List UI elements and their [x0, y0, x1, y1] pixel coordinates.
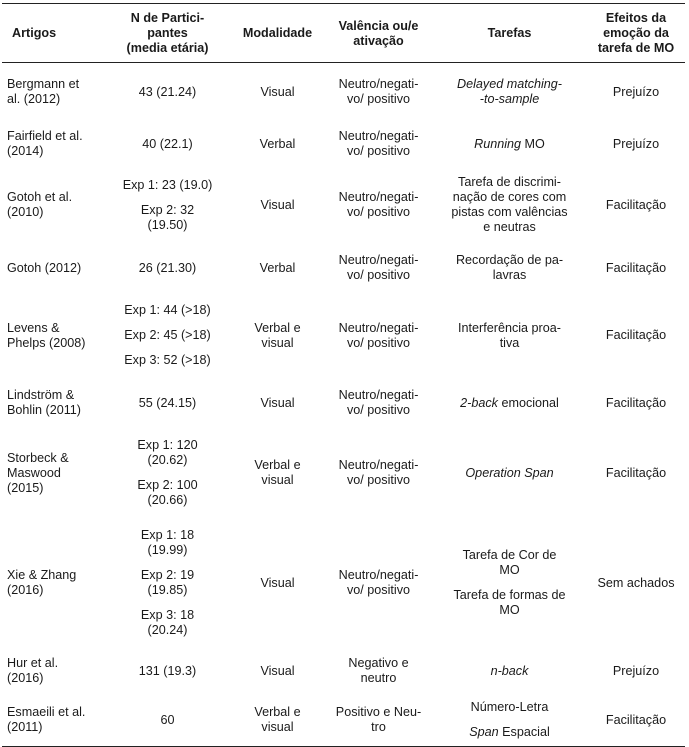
tarefa-line-2: lavras [492, 268, 527, 282]
cell-modalidade [230, 121, 325, 167]
modalidade-line-1: Visual [260, 197, 295, 212]
tarefa-line-1: Operation Span [465, 465, 554, 480]
modalidade-line-1: Verbal e [254, 320, 301, 335]
header-n-line-2: pantes [147, 26, 188, 40]
participantes-line-1: 43 (21.24) [138, 84, 197, 99]
cell-participantes [105, 648, 230, 694]
valencia-line-2: neutro [360, 671, 397, 685]
cell-participantes [105, 428, 230, 518]
studies-table [2, 3, 685, 747]
cell-tarefa [432, 378, 587, 428]
tarefa-rest: emocional [497, 395, 559, 410]
experiment-2-line-2: (19.50) [147, 217, 188, 232]
cell-modalidade [230, 428, 325, 518]
cell-tarefa [432, 428, 587, 518]
cell-artigo [2, 121, 105, 167]
table-row [2, 167, 685, 243]
experiment-2 [141, 568, 194, 598]
artigo-line-2: (2010) [7, 205, 44, 219]
cell-artigo [2, 63, 105, 122]
table-row [2, 243, 685, 293]
cell-efeito: Facilitação [605, 395, 667, 410]
tarefa-group-1 [463, 548, 557, 578]
cell-artigo [2, 694, 105, 747]
header-tarefas-label: Tarefas [487, 26, 532, 40]
table-body [2, 63, 685, 747]
artigo-line-1: Xie & Zhang [7, 568, 77, 582]
tarefa-groups [434, 700, 585, 740]
participantes-line-1: 55 (24.15) [138, 395, 197, 410]
tarefa-italic: Running [474, 136, 522, 151]
header-val-line-2: ativação [353, 33, 404, 48]
experiment-1-line-1: Exp 1: 23 (19.0) [122, 177, 213, 192]
valencia-line-2: vo/ positivo [347, 144, 410, 158]
artigo-line-1: Lindström & [7, 388, 75, 402]
cell-tarefa [432, 518, 587, 648]
experiments-list [107, 528, 228, 638]
cell-efeito: Prejuízo [612, 84, 660, 99]
artigo-line-1: Fairfield et al. [7, 129, 83, 143]
experiments-list [107, 303, 228, 368]
valencia-line-1: Neutro/negati- [338, 129, 419, 143]
tarefa-rest: MO [521, 136, 545, 151]
cell-participantes [105, 518, 230, 648]
tarefa-line-1: n-back [490, 663, 529, 678]
participantes-line-1: 40 (22.1) [142, 136, 193, 151]
cell-artigo [2, 428, 105, 518]
valencia-line-1: Neutro/negati- [338, 568, 419, 582]
valencia-line-2: vo/ positivo [347, 205, 410, 219]
tarefa-group-2 [469, 725, 550, 740]
cell-valencia [325, 694, 432, 747]
valencia-line-1: Negativo e [348, 656, 409, 670]
artigo-line-1: Gotoh (2012) [7, 260, 82, 275]
tarefa-group-1: Número-Letra [470, 700, 549, 714]
experiment-2 [124, 328, 210, 343]
experiment-2-line-1: Exp 2: 100 [137, 478, 198, 492]
header-ef-line-2: emoção da [603, 26, 669, 40]
cell-artigo [2, 167, 105, 243]
header-n-line-3: (media etária) [126, 41, 209, 55]
cell-tarefa [432, 167, 587, 243]
cell-valencia [325, 518, 432, 648]
cell-participantes [105, 167, 230, 243]
experiment-3-line-1: Exp 3: 52 (>18) [124, 353, 211, 367]
artigo-line-2: Bohlin (2011) [7, 403, 81, 417]
cell-participantes [105, 694, 230, 747]
experiment-3-line-1: Exp 3: 18 [140, 608, 195, 622]
tarefa-line-1: Recordação de pa- [455, 253, 564, 267]
valencia-line-2: vo/ positivo [347, 583, 410, 597]
cell-efeito: Facilitação [605, 197, 667, 212]
artigo-line-1: Storbeck & [7, 450, 69, 465]
artigo-line-1: Gotoh et al. [7, 190, 73, 204]
valencia-line-2: tro [371, 720, 386, 734]
modalidade-line-1: Visual [260, 84, 295, 99]
cell-modalidade [230, 518, 325, 648]
modalidade-line-1: Visual [260, 663, 295, 678]
tarefa-group-1-line-2: MO [499, 563, 520, 577]
artigo-line-2: (2014) [7, 144, 44, 158]
cell-valencia [325, 648, 432, 694]
artigo-line-2: Phelps (2008) [7, 335, 86, 350]
cell-valencia [325, 63, 432, 122]
valencia-line-2: vo/ positivo [347, 335, 410, 350]
artigo-line-1: Hur et al. [7, 656, 59, 670]
experiment-1-line-1: Exp 1: 120 [137, 438, 198, 452]
tarefa-line-2: nação de cores com [452, 190, 567, 204]
table-row [2, 293, 685, 378]
header-row [2, 4, 685, 63]
tarefa-line-1: Interferência proa- [458, 320, 561, 335]
tarefa-line-1: Tarefa de discrimi- [458, 175, 561, 189]
cell-valencia [325, 428, 432, 518]
experiment-2 [141, 203, 194, 233]
tarefa-group-2-line-2: MO [499, 603, 520, 617]
tarefa-group-2 [453, 588, 565, 618]
participantes-line-1: 60 [160, 712, 175, 727]
valencia-line-1: Positivo e Neu- [335, 705, 422, 719]
table-row [2, 378, 685, 428]
header-valencia [325, 4, 432, 63]
experiment-2-line-2: (19.85) [147, 583, 188, 597]
cell-valencia [325, 378, 432, 428]
cell-modalidade [230, 167, 325, 243]
cell-valencia [325, 293, 432, 378]
experiment-3-line-2: (20.24) [147, 623, 188, 637]
tarefa-italic: 2-back [460, 395, 498, 410]
modalidade-line-1: Verbal [259, 136, 296, 151]
header-efeitos [587, 4, 685, 63]
tarefa-line [434, 396, 585, 411]
valencia-line-1: Neutro/negati- [338, 77, 419, 91]
cell-efeito: Sem achados [597, 575, 675, 590]
valencia-line-1: Neutro/negati- [338, 190, 419, 204]
cell-valencia [325, 167, 432, 243]
header-tarefas [432, 4, 587, 63]
participantes-line-1: 131 (19.3) [138, 663, 197, 678]
experiment-2-line-2: (20.66) [147, 493, 188, 507]
experiment-3 [124, 353, 210, 368]
experiment-1-line-2: (19.99) [147, 543, 188, 557]
header-val-line-1: Valência ou/e [338, 18, 419, 33]
artigo-line-3: (2015) [7, 480, 44, 495]
cell-efeito: Facilitação [605, 260, 667, 275]
experiment-2 [137, 478, 197, 508]
valencia-line-2: vo/ positivo [347, 473, 410, 487]
tarefa-group-1-line-1: Tarefa de Cor de [462, 548, 557, 562]
header-artigos [2, 4, 105, 63]
artigo-line-2: Maswood [7, 465, 61, 480]
valencia-line-2: vo/ positivo [347, 268, 410, 282]
experiments-list [107, 438, 228, 508]
table-row [2, 121, 685, 167]
header-modalidade-label: Modalidade [242, 26, 313, 40]
modalidade-line-2: visual [261, 720, 294, 734]
header-ef-line-3: tarefa de MO [597, 41, 675, 55]
tarefa-groups [434, 548, 585, 618]
artigo-line-2: al. (2012) [7, 92, 61, 106]
cell-efeito: Facilitação [605, 712, 667, 727]
artigo-line-2: (2016) [7, 671, 44, 685]
cell-participantes [105, 378, 230, 428]
experiment-2-line-1: Exp 2: 45 (>18) [124, 328, 211, 342]
valencia-line-1: Neutro/negati- [338, 253, 419, 267]
valencia-line-1: Neutro/negati- [338, 458, 419, 472]
cell-modalidade [230, 378, 325, 428]
participantes-line-1: 26 (21.30) [138, 260, 197, 275]
experiment-1 [123, 178, 213, 193]
artigo-line-1: Bergmann et [7, 77, 80, 91]
cell-artigo [2, 518, 105, 648]
modalidade-line-1: Verbal e [254, 458, 301, 472]
cell-efeito: Prejuízo [612, 136, 660, 151]
tarefa-line-3: pistas com valências [451, 205, 568, 219]
cell-valencia [325, 243, 432, 293]
modalidade-line-2: visual [261, 335, 294, 350]
header-n-line-1: N de Partici- [130, 11, 205, 25]
cell-tarefa [432, 293, 587, 378]
tarefa-group-2-line-1: Tarefa de formas de [453, 588, 566, 602]
experiment-3 [141, 608, 194, 638]
tarefa-rest: Espacial [498, 725, 550, 739]
modalidade-line-1: Visual [260, 575, 295, 590]
header-modalidade [230, 4, 325, 63]
experiment-1-line-1: Exp 1: 18 [140, 528, 195, 542]
table-row [2, 428, 685, 518]
artigo-line-2: (2011) [7, 720, 43, 734]
cell-participantes [105, 63, 230, 122]
artigo-line-2: (2016) [7, 583, 44, 597]
modalidade-line-1: Verbal [259, 260, 296, 275]
cell-modalidade [230, 648, 325, 694]
cell-participantes [105, 121, 230, 167]
tarefa-line-2: -to-sample [479, 92, 540, 106]
experiment-1-line-2: (20.62) [147, 453, 188, 467]
header-ef-line-1: Efeitos da [605, 11, 667, 25]
table-header [2, 4, 685, 63]
cell-participantes [105, 243, 230, 293]
cell-artigo [2, 293, 105, 378]
cell-modalidade [230, 293, 325, 378]
valencia-line-1: Neutro/negati- [338, 320, 419, 335]
cell-artigo [2, 648, 105, 694]
experiment-1 [137, 438, 197, 468]
table-row [2, 63, 685, 122]
valencia-line-2: vo/ positivo [347, 92, 410, 106]
cell-modalidade [230, 694, 325, 747]
cell-efeito: Prejuízo [612, 663, 660, 678]
tarefa-line-1: Delayed matching- [457, 77, 562, 91]
experiment-2-line-1: Exp 2: 32 [140, 202, 195, 217]
table-row [2, 518, 685, 648]
valencia-line-2: vo/ positivo [347, 403, 410, 417]
cell-valencia [325, 121, 432, 167]
tarefa-line-4: e neutras [483, 220, 536, 234]
table-row [2, 694, 685, 747]
artigo-line-1: Esmaeili et al. [7, 705, 86, 719]
header-participantes [105, 4, 230, 63]
cell-efeito: Facilitação [605, 465, 667, 480]
experiment-1 [141, 528, 194, 558]
tarefa-line [434, 137, 585, 152]
experiment-2-line-1: Exp 2: 19 [140, 568, 195, 582]
cell-tarefa [432, 648, 587, 694]
cell-efeito: Facilitação [605, 328, 667, 342]
cell-tarefa [432, 694, 587, 747]
header-artigos-label: Artigos [12, 26, 57, 40]
cell-tarefa [432, 121, 587, 167]
tarefa-italic: Span [469, 725, 499, 739]
experiment-1 [124, 303, 210, 318]
tarefa-line-2: tiva [499, 335, 520, 350]
cell-participantes [105, 293, 230, 378]
modalidade-line-1: Visual [260, 395, 295, 410]
modalidade-line-1: Verbal e [254, 705, 301, 719]
cell-modalidade [230, 63, 325, 122]
modalidade-line-2: visual [261, 473, 294, 487]
artigo-line-1: Levens & [7, 320, 60, 335]
table-row [2, 648, 685, 694]
cell-modalidade [230, 243, 325, 293]
valencia-line-1: Neutro/negati- [338, 388, 419, 402]
experiments-list [107, 178, 228, 233]
experiment-1-line-1: Exp 1: 44 (>18) [124, 303, 211, 317]
cell-tarefa [432, 63, 587, 122]
cell-tarefa [432, 243, 587, 293]
cell-artigo [2, 243, 105, 293]
cell-artigo [2, 378, 105, 428]
